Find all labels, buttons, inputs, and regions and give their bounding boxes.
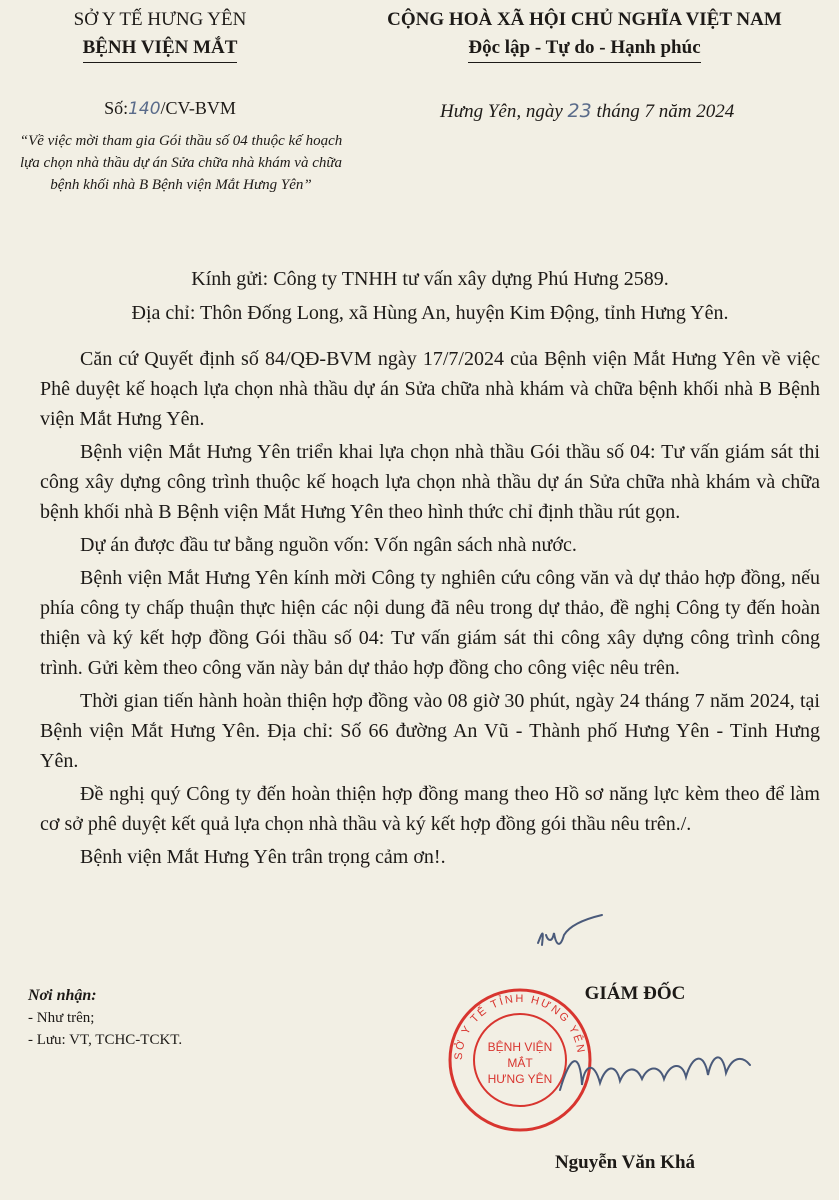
distribution-item: - Như trên; [28, 1010, 95, 1026]
recipient-block [30, 262, 830, 330]
agency-name: BỆNH VIỆN MẮT [83, 34, 238, 63]
initial-signature-icon [530, 905, 610, 960]
seal-ring-text: SỞ Y TẾ TỈNH HƯNG YÊN [452, 992, 587, 1061]
distribution-title: Nơi nhận: [28, 987, 97, 1004]
distribution-item: - Lưu: VT, TCHC-TCKT. [28, 1032, 183, 1048]
date-line [440, 100, 820, 123]
date-suffix: tháng 7 năm 2024 [591, 101, 735, 122]
seal-line-3: HƯNG YÊN [487, 1072, 553, 1086]
body-paragraph: Bệnh viện Mắt Hưng Yên triển khai lựa chọn nhà thầu Gói thầu số 04: Tư vấn giám sát thi công xây dựng công trình thuộc kế hoạch lựa chọn nhà thầu dự án Sửa chữa nhà khám và chữa bệnh khối nhà B Bệnh viện Mắt Hưng Yên theo hình thức chỉ định thầu rút gọn. [40, 441, 820, 523]
date-prefix: Hưng Yên, ngày [440, 101, 568, 122]
nation-header [330, 6, 839, 63]
body-paragraph: Đề nghị quý Công ty đến hoàn thiện hợp đồng mang theo Hồ sơ năng lực kèm theo để làm cơ sở phê duyệt kết quả lựa chọn nhà thầu và ký kết hợp đồng gói thầu nêu trên./. [40, 783, 820, 835]
seal-line-1: BỆNH VIỆN [487, 1040, 553, 1054]
doc-number-prefix: Số: [104, 98, 129, 118]
motto: Độc lập - Tự do - Hạnh phúc [468, 34, 700, 63]
doc-number-handwritten: 140 [128, 99, 161, 119]
recipient-address: Địa chỉ: Thôn Đống Long, xã Hùng An, huyện Kim Động, tỉnh Hưng Yên. [131, 302, 729, 324]
nation-title: CỘNG HOÀ XÃ HỘI CHỦ NGHĨA VIỆT NAM [387, 9, 782, 30]
signer-name: Nguyễn Văn Khá [554, 1152, 696, 1173]
body-paragraph: Dự án được đầu tư bằng nguồn vốn: Vốn ngân sách nhà nước. [80, 534, 577, 556]
signer-role: GIÁM ĐỐC [584, 983, 686, 1004]
document-number [40, 98, 300, 119]
director-signature-icon [550, 1035, 760, 1115]
seal-line-2: MẮT [507, 1056, 533, 1070]
agency-header [40, 6, 280, 63]
body-paragraph: Bệnh viện Mắt Hưng Yên kính mời Công ty nghiên cứu công văn và dự thảo hợp đồng, nếu phía công ty chấp thuận thực hiện các nội dung đã nêu trong dự thảo, đề nghị Công ty đến hoàn thiện và ký kết hợp đồng Gói thầu số 04: Tư vấn giám sát thi công xây dựng công trình công trình. Gửi kèm theo công văn này bản dự thảo hợp đồng cho công việc nêu trên. [40, 567, 820, 679]
doc-number-suffix: /CV-BVM [160, 98, 236, 118]
document-subject: “Về việc mời tham gia Gói thầu số 04 thuộc kế hoạch lựa chọn nhà thầu dự án Sửa chữa nhà khám và chữa bệnh khối nhà B Bệnh viện Mắt Hưng Yên” [19, 133, 343, 193]
parent-agency: SỞ Y TẾ HƯNG YÊN [73, 9, 247, 30]
letter-body [40, 344, 820, 875]
body-paragraph: Căn cứ Quyết định số 84/QĐ-BVM ngày 17/7/2024 của Bệnh viện Mắt Hưng Yên về việc Phê duyệt kế hoạch lựa chọn nhà thầu dự án Sửa chữa nhà khám và chữa bệnh khối nhà B Bệnh viện Mắt Hưng Yên. [40, 348, 820, 430]
distribution-list [28, 985, 328, 1051]
recipient-to: Kính gửi: Công ty TNHH tư vấn xây dựng Phú Hưng 2589. [191, 268, 669, 290]
body-paragraph-thanks: Bệnh viện Mắt Hưng Yên trân trọng cảm ơn!. [80, 846, 446, 868]
date-day-handwritten: 23 [567, 100, 592, 122]
body-paragraph: Thời gian tiến hành hoàn thiện hợp đồng vào 08 giờ 30 phút, ngày 24 tháng 7 năm 2024, tại Bệnh viện Mắt Hưng Yên. Địa chỉ: Số 66 đường An Vũ - Thành phố Hưng Yên - Tỉnh Hưng Yên. [40, 690, 820, 772]
